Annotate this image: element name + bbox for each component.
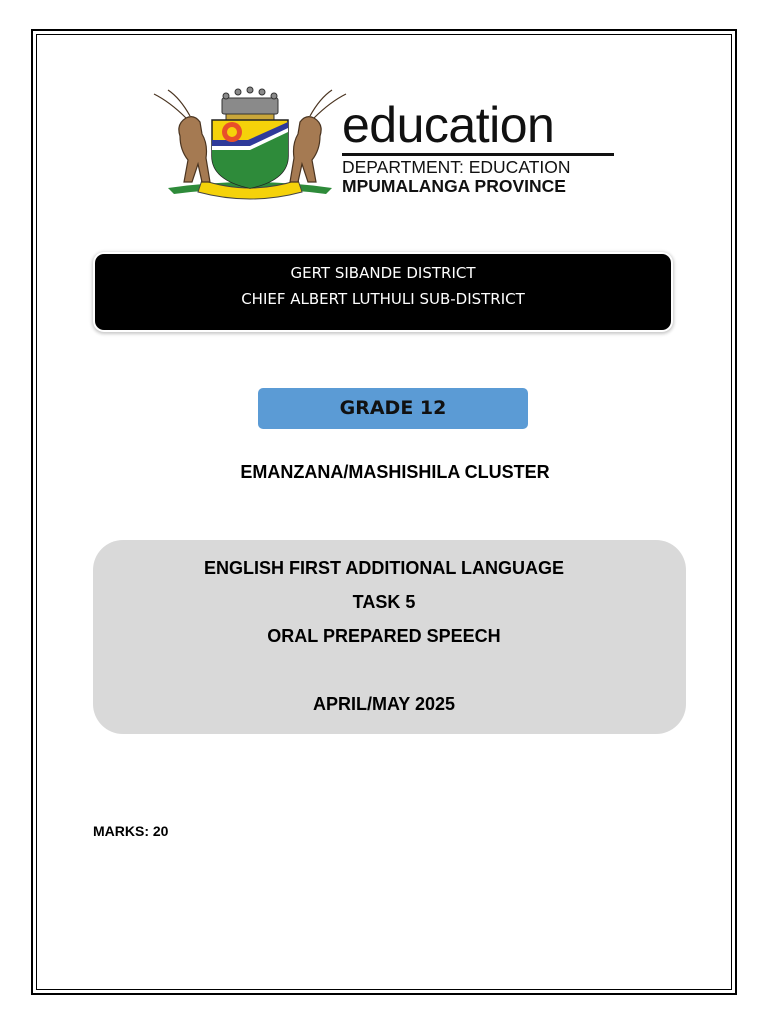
exam-date: APRIL/MAY 2025 [312, 694, 456, 714]
grade-badge: GRADE 12 [258, 388, 528, 429]
cluster-title: EMANZANA/MASHISHILA CLUSTER [240, 462, 550, 482]
wordmark-department: DEPARTMENT: EDUCATION [342, 157, 571, 177]
task-type: ORAL PREPARED SPEECH [267, 626, 501, 646]
sub-district-name: CHIEF ALBERT LUTHULI SUB-DISTRICT [241, 290, 525, 308]
task-number: TASK 5 [352, 592, 416, 612]
district-name: GERT SIBANDE DISTRICT [290, 264, 476, 282]
marks-total: MARKS: 20 [93, 823, 169, 839]
district-banner [95, 254, 671, 330]
wordmark-province: MPUMALANGA PROVINCE [342, 176, 566, 196]
education-wordmark [342, 98, 632, 196]
coat-of-arms-logo [150, 84, 350, 202]
wordmark-education: education [342, 97, 555, 153]
subject-name: ENGLISH FIRST ADDITIONAL LANGUAGE [204, 558, 564, 578]
wordmark-rule [342, 153, 614, 156]
